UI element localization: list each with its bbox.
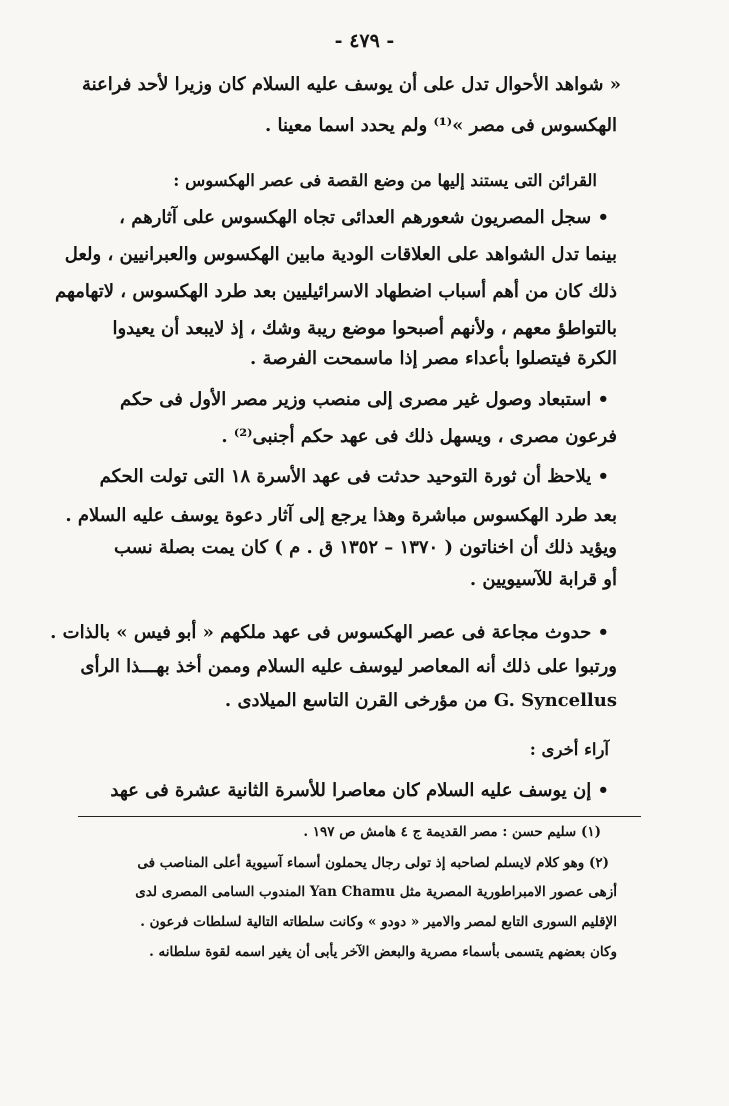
body-line: ورتبوا على ذلك أنه المعاصر ليوسف عليه السلام وممن أخذ بهـــذا الرأى xyxy=(80,656,617,677)
body-line: بعد طرد الهكسوس مباشرة وهذا يرجع إلى آثار دعوة يوسف عليه السلام . xyxy=(65,505,617,526)
body-line: الكرة فيتصلوا بأعداء مصر إذا ماسمحت الفرصة . xyxy=(250,348,617,369)
footnote: الإقليم السورى التابع لمصر والامير « دودو » وكانت سلطاته التالية لسلطات فرعون . xyxy=(140,914,617,930)
footnote: (١) سليم حسن : مصر القديمة ج ٤ هامش ص ١٩٧ . xyxy=(303,824,601,840)
body-line: « شواهد الأحوال تدل على أن يوسف عليه السلام كان وزيرا لأحد فراعنة xyxy=(81,74,621,95)
footnote-separator xyxy=(78,816,641,817)
body-line: فرعون مصرى ، ويسهل ذلك فى عهد حكم أجنبى⁽²⁾ . xyxy=(221,426,617,447)
body-line: • سجل المصريون شعورهم العدائى تجاه الهكسوس على آثارهم ، xyxy=(119,207,609,228)
page-number: - ٤٧٩ - xyxy=(334,30,395,52)
body-line: الهكسوس فى مصر »⁽¹⁾ ولم يحدد اسما معينا . xyxy=(264,115,617,136)
body-line: • استبعاد وصول غير مصرى إلى منصب وزير مصر الأول فى حكم xyxy=(119,389,609,410)
body-line: G. Syncellus من مؤرخى القرن التاسع الميلادى . xyxy=(224,690,617,711)
body-line: بينما تدل الشواهد على العلاقات الودية مابين الهكسوس والعبرانيين ، ولعل xyxy=(64,244,617,265)
body-line: ويؤيد ذلك أن اخناتون ( ١٣٧٠ – ١٣٥٢ ق . م ) كان يمت بصلة نسب xyxy=(113,537,617,558)
section-heading: آراء أخرى : xyxy=(529,740,609,759)
body-line: ذلك كان من أهم أسباب اضطهاد الاسرائيليين بعد طرد الهكسوس ، لاتهامهم xyxy=(55,281,617,302)
body-line: • إن يوسف عليه السلام كان معاصرا للأسرة الثانية عشرة فى عهد xyxy=(110,780,609,801)
footnote: (٢) وهو كلام لايسلم لصاحبه إذ تولى رجال يحملون أسماء آسيوية أعلى المناصب فى xyxy=(137,855,609,871)
footnote: أزهى عصور الامبراطورية المصرية مثل Yan Chamu المندوب السامى المصرى لدى xyxy=(135,884,617,900)
body-line: بالتواطؤ معهم ، ولأنهم أصبحوا موضع ريبة وشك ، إذ لايبعد أن يعيدوا xyxy=(112,318,617,339)
body-line: • يلاحظ أن ثورة التوحيد حدثت فى عهد الأسرة ١٨ التى تولت الحكم xyxy=(99,466,609,487)
footnote: وكان بعضهم يتسمى بأسماء مصرية والبعض الآخر يأبى أن يغير اسمه لقوة سلطانه . xyxy=(149,944,617,960)
section-heading: القرائن التى يستند إليها من وضع القصة فى عصر الهكسوس : xyxy=(173,171,597,190)
body-line: • حدوث مجاعة فى عصر الهكسوس فى عهد ملكهم « أبو فيس » بالذات . xyxy=(50,622,609,643)
body-line: أو قرابة للآسيويين . xyxy=(469,569,617,590)
